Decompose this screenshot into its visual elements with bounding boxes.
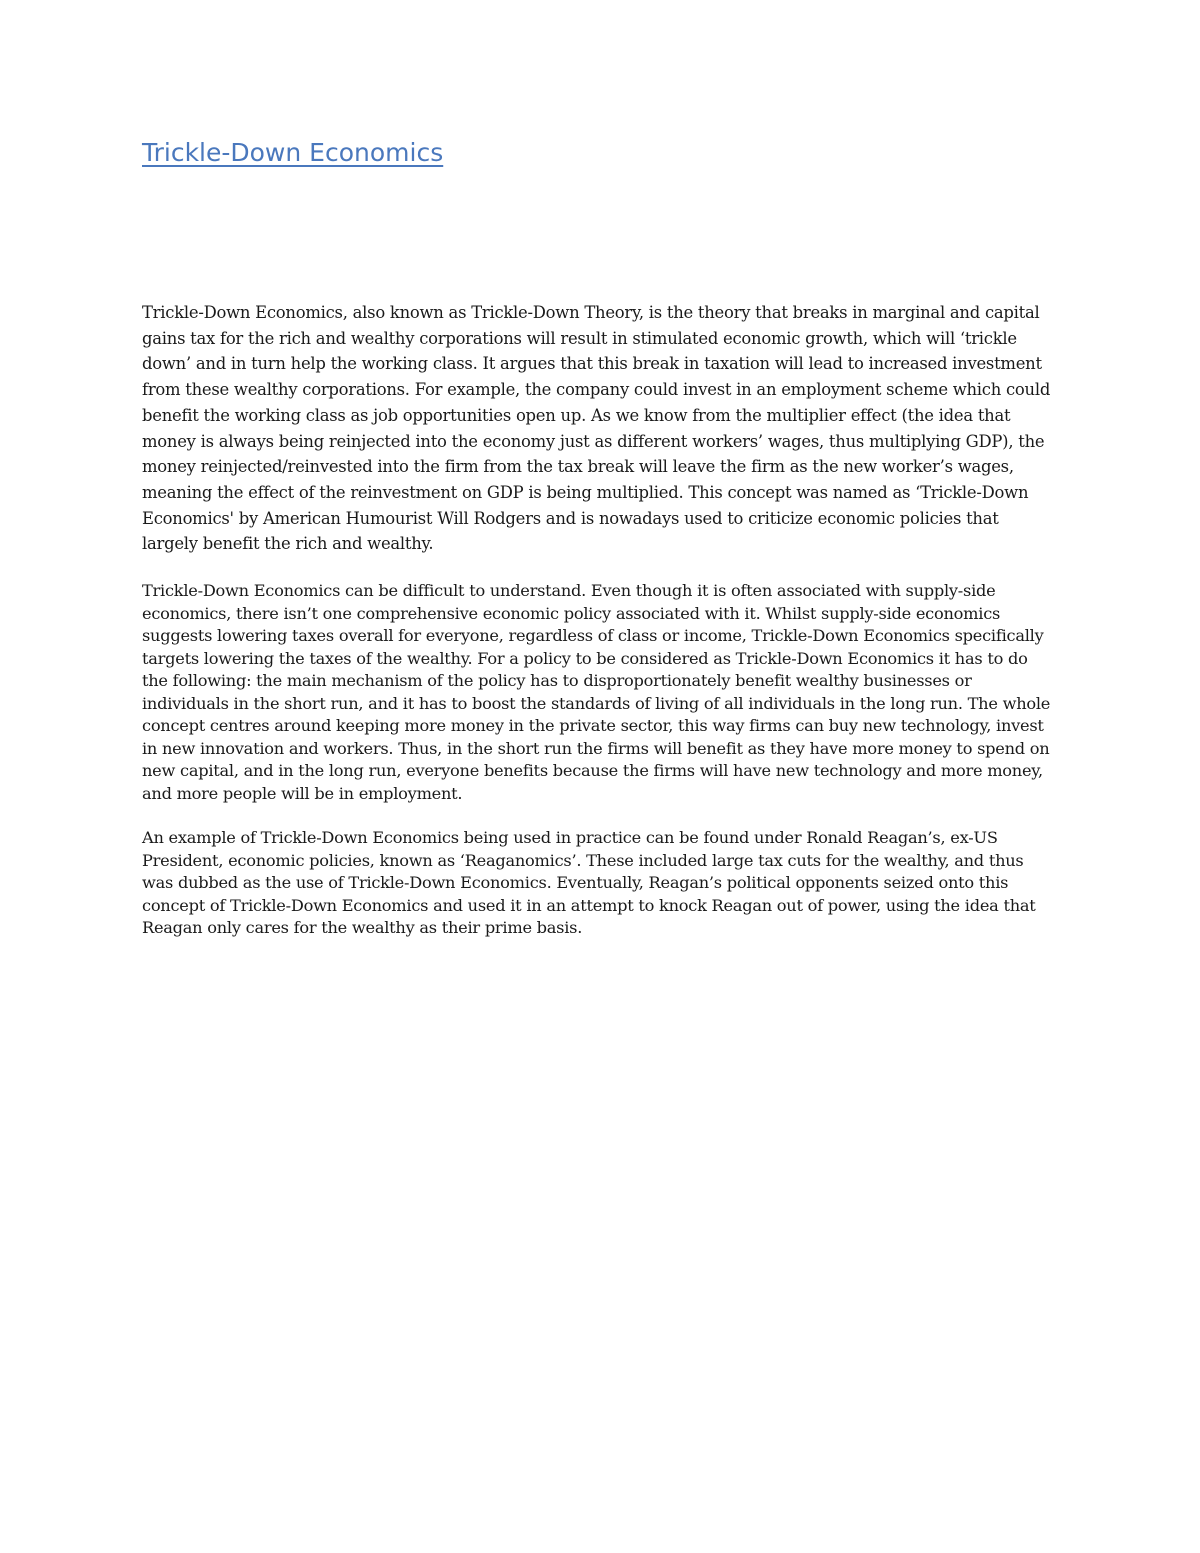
- paragraph-definition: Trickle-Down Economics, also known as Trickle-Down Theory, is the theory that breaks in marginal and capital gains tax for the rich and wealthy corporations will result in stimulated economic growth, which will ‘trickle down’ and in turn help the working class. It argues that this break in taxation will lead to increased investment from these wealthy corporations. For example, the company could invest in an employment scheme which could benefit the working class as job opportunities open up. As we know from the multiplier effect (the idea that money is always being reinjected into the economy just as different workers’ wages, thus multiplying GDP), the money reinjected/reinvested into the firm from the tax break will leave the firm as the new worker’s wages, meaning the effect of the reinvestment on GDP is being multiplied. This concept was named as ‘Trickle-Down Economics' by American Humourist Will Rodgers and is nowadays used to criticize economic policies that largely benefit the rich and wealthy.: [142, 303, 1051, 554]
- document-title: Trickle-Down Economics: [142, 138, 444, 167]
- paragraph-reaganomics-example: An example of Trickle-Down Economics being used in practice can be found under Ronald Reagan’s, ex-US President, economic policies, known as ‘Reaganomics’. These included large tax cuts for the wealthy, and thus was dubbed as the use of Trickle-Down Economics. Eventually, Reagan’s political opponents seized onto this concept of Trickle-Down Economics and used it in an attempt to knock Reagan out of power, using the idea that Reagan only cares for the wealthy as their prime basis.: [142, 828, 1036, 937]
- paragraph-explanation: Trickle-Down Economics can be difficult to understand. Even though it is often associated with supply-side economics, there isn’t one comprehensive economic policy associated with it. Whilst supply-side economics suggests lowering taxes overall for everyone, regardless of class or income, Trickle-Down Economics specifically targets lowering the taxes of the wealthy. For a policy to be considered as Trickle-Down Economics it has to do the following: the main mechanism of the policy has to disproportionately benefit wealthy businesses or individuals in the short run, and it has to boost the standards of living of all individuals in the long run. The whole concept centres around keeping more money in the private sector, this way firms can buy new technology, invest in new innovation and workers. Thus, in the short run the firms will benefit as they have more money to spend on new capital, and in the long run, everyone benefits because the firms will have new technology and more money, and more people will be in employment.: [142, 581, 1051, 803]
